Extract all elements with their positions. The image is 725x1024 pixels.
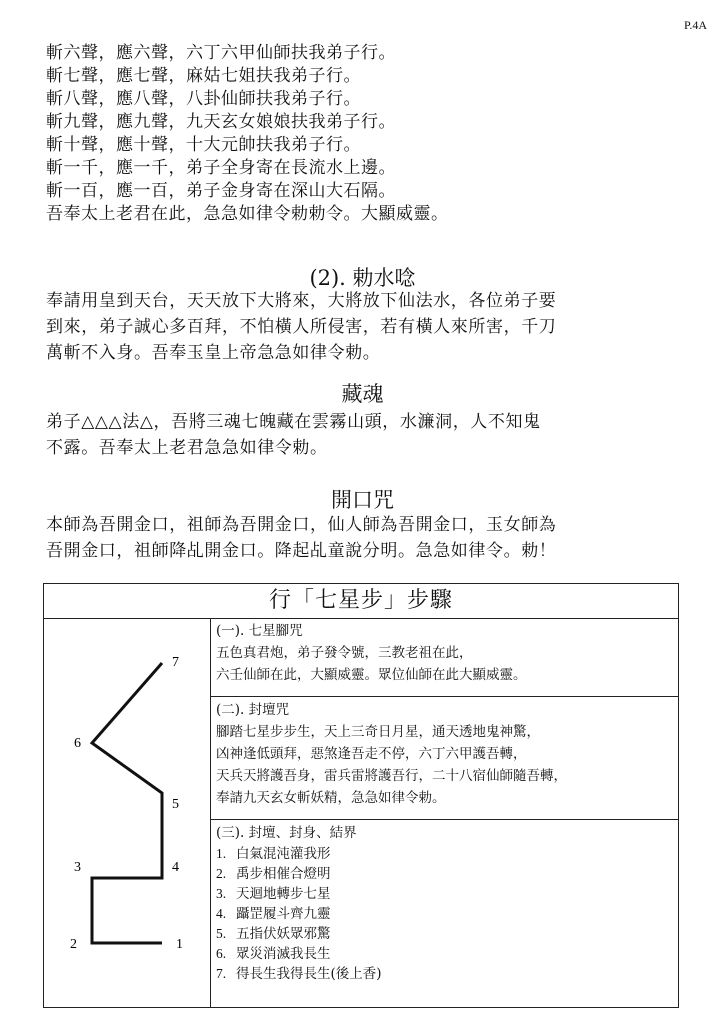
section-heading-water-chant: (2). 勅水唸 xyxy=(309,266,416,290)
text-line: 吾奉太上老君在此，急急如律令勅勅令。大顯威靈。 xyxy=(46,204,449,224)
part-title: (三). 封壇、封身、結界 xyxy=(216,825,357,841)
text-line: 斬九聲，應九聲，九天玄女娘娘扶我弟子行。 xyxy=(46,112,396,132)
text-line: 六壬仙師在此，大顯威靈。眾位仙師在此大顯威靈。 xyxy=(216,667,527,683)
step-label-3: 3 xyxy=(74,860,81,875)
list-item xyxy=(216,904,672,924)
item-text: 禹步相催合燈明 xyxy=(236,866,331,882)
list-item xyxy=(216,964,672,984)
water-chant-text xyxy=(46,288,686,366)
item-text: 躡罡履斗齊九靈 xyxy=(236,906,331,922)
step-path-line xyxy=(92,663,162,943)
section-heading-hide-soul: 藏魂 xyxy=(341,382,384,406)
step-label-4: 4 xyxy=(172,860,179,875)
text-line: 斬一千，應一千，弟子全身寄在長流水上邊。 xyxy=(46,158,396,178)
text-line: 天兵天將護吾身，雷兵雷將護吾行，二十八宿仙師隨吾轉， xyxy=(216,768,567,784)
part-title: (二). 封壇咒 xyxy=(216,702,290,718)
item-text: 得長生我得長生(後上香) xyxy=(236,966,382,982)
hide-soul-text xyxy=(46,409,686,461)
list-item xyxy=(216,944,672,964)
item-text: 白氣混沌灌我形 xyxy=(236,846,331,862)
text-line: 五色真君炮，弟子發令號，三教老祖在此， xyxy=(216,645,473,661)
text-line: 斬十聲，應十聲，十大元帥扶我弟子行。 xyxy=(46,135,361,155)
item-number: 2. xyxy=(216,866,227,881)
step-label-5: 5 xyxy=(172,797,179,812)
item-text: 五指伏妖眾邪驚 xyxy=(236,926,331,942)
item-number: 7. xyxy=(216,966,227,981)
list-item xyxy=(216,884,672,904)
item-number: 6. xyxy=(216,946,227,961)
text-line: 奉請用皇到天台，天天放下大將來，大將放下仙法水，各位弟子要 xyxy=(46,291,557,311)
part-seal-altar-chant xyxy=(210,697,678,820)
open-mouth-text xyxy=(46,512,686,564)
item-number: 3. xyxy=(216,886,227,901)
text-line: 吾開金口，祖師降乩開金口。降起乩童說分明。急急如律令。勅！ xyxy=(46,541,557,561)
part-seal-boundary xyxy=(210,820,678,1007)
text-line: 本師為吾開金口，祖師為吾開金口，仙人師為吾開金口，玉女師為 xyxy=(46,515,557,535)
opening-incantation xyxy=(46,42,686,226)
part-seven-star-foot-chant xyxy=(210,618,678,697)
text-line: 萬斬不入身。吾奉玉皇上帝急急如律令勅。 xyxy=(46,343,381,363)
text-line: 斬七聲，應七聲，麻姑七姐扶我弟子行。 xyxy=(46,66,361,86)
text-line: 腳踏七星步步生，天上三奇日月星，通天透地鬼神驚， xyxy=(216,724,540,740)
item-text: 天迴地轉步七星 xyxy=(236,886,331,902)
steps-sections xyxy=(210,618,678,1007)
page-number: P.4A xyxy=(683,18,707,32)
item-number: 4. xyxy=(216,906,227,921)
text-line: 到來，弟子誠心多百拜，不怕橫人所侵害，若有橫人來所害，千刀 xyxy=(46,317,557,337)
steps-box-title: 行「七星步」步驟 xyxy=(44,584,678,619)
text-line: 斬六聲，應六聲，六丁六甲仙師扶我弟子行。 xyxy=(46,43,396,63)
section-heading-open-mouth: 開口咒 xyxy=(331,488,394,512)
list-item xyxy=(216,844,672,864)
text-line: 凶神逢低頭拜，惡煞逢吾走不停，六丁六甲護吾轉， xyxy=(216,746,527,762)
text-line: 斬一百，應一百，弟子金身寄在深山大石隔。 xyxy=(46,181,396,201)
text-line: 斬八聲，應八聲，八卦仙師扶我弟子行。 xyxy=(46,89,361,109)
part-title: (一). 七星腳咒 xyxy=(216,623,303,639)
text-line: 弟子△△△法△，吾將三魂七魄藏在雲霧山頭，水濂洞，人不知鬼 xyxy=(46,412,541,432)
item-number: 1. xyxy=(216,846,227,861)
step-label-7: 7 xyxy=(172,655,179,670)
item-text: 眾災消滅我長生 xyxy=(236,946,331,962)
step-label-1: 1 xyxy=(176,937,183,952)
step-path-svg xyxy=(44,618,209,1008)
list-item xyxy=(216,864,672,884)
step-label-2: 2 xyxy=(70,937,77,952)
step-label-6: 6 xyxy=(74,736,81,751)
seven-star-steps-box xyxy=(43,583,679,1008)
text-line: 不露。吾奉太上老君急急如律令勅。 xyxy=(46,438,328,458)
text-line: 奉請九天玄女斬妖精，急急如律令勅。 xyxy=(216,790,446,806)
seven-star-step-diagram xyxy=(44,618,211,1007)
item-number: 5. xyxy=(216,926,227,941)
list-item xyxy=(216,924,672,944)
